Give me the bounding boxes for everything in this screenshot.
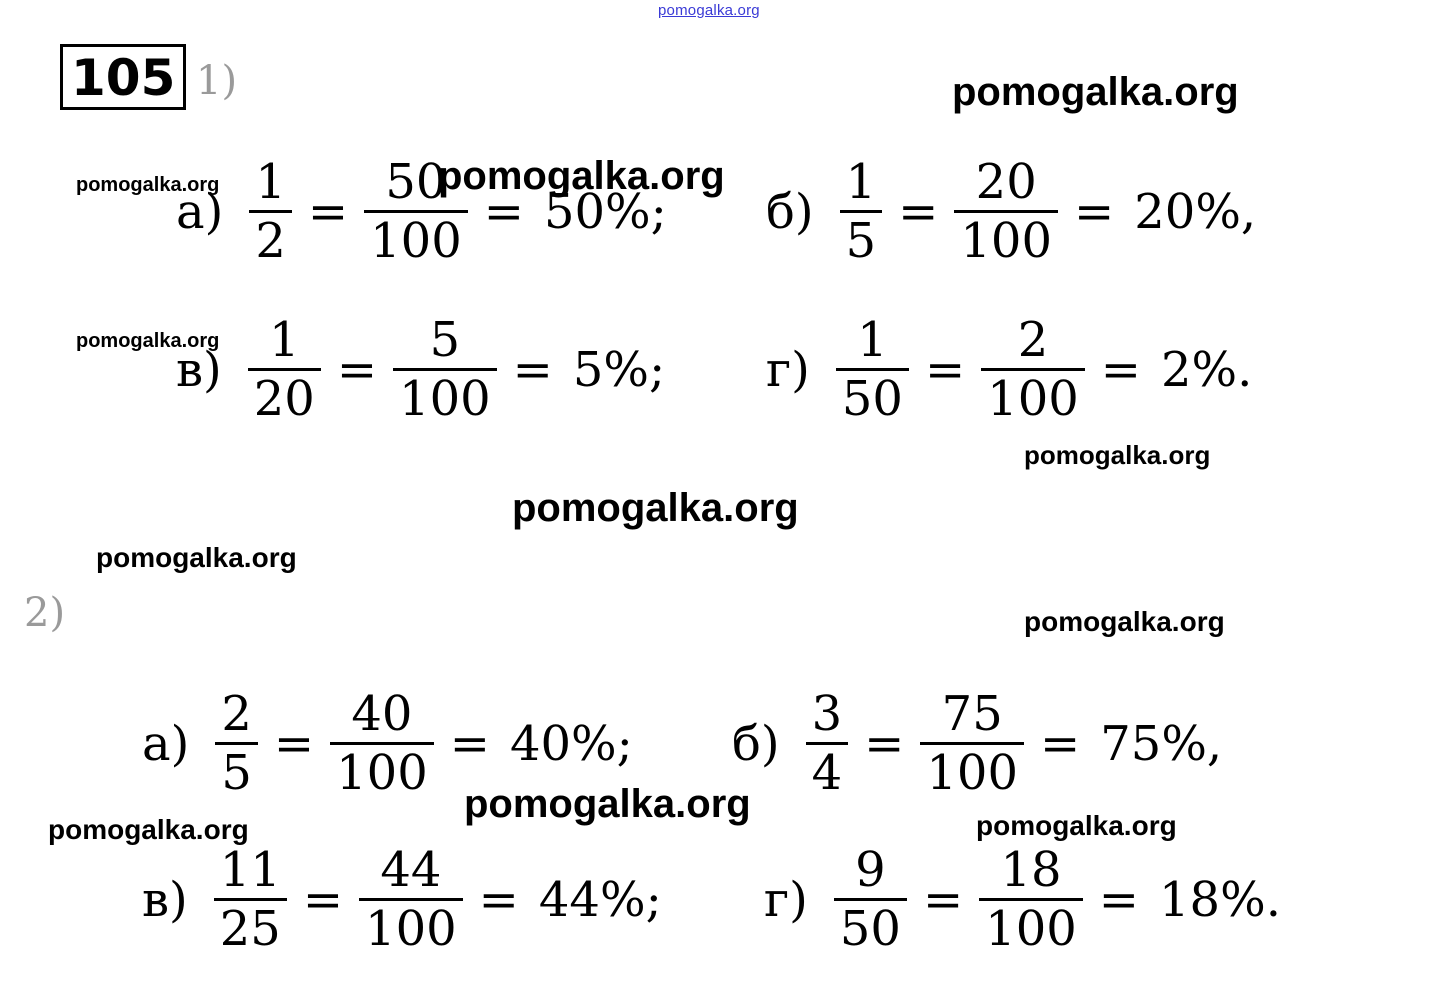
equals-sign: = — [922, 871, 964, 928]
watermark-text: pomogalka.org — [76, 174, 220, 196]
denominator: 100 — [365, 901, 457, 957]
watermark-top: pomogalka.org — [658, 2, 760, 19]
item-label: а) — [142, 715, 190, 772]
fraction — [330, 686, 434, 801]
denominator: 100 — [399, 371, 491, 427]
item-label: б) — [766, 183, 814, 240]
watermark-text: pomogalka.org — [438, 154, 725, 198]
equals-sign: = — [1100, 341, 1142, 398]
part2-label: 2) — [24, 590, 66, 636]
denominator: 50 — [841, 371, 903, 427]
numerator: 40 — [351, 686, 413, 742]
denominator: 20 — [253, 371, 315, 427]
equation-1d — [766, 312, 1253, 427]
fraction — [214, 842, 287, 957]
equals-sign: = — [336, 341, 378, 398]
percent-result: 40%; — [509, 715, 633, 772]
task-number-box: 105 — [60, 44, 186, 110]
fraction — [954, 154, 1058, 269]
equation-1b — [766, 154, 1257, 269]
fraction — [248, 312, 321, 427]
percent-result: 50%; — [543, 183, 667, 240]
equation-1c — [176, 312, 666, 427]
numerator: 1 — [857, 312, 888, 368]
denominator: 100 — [985, 901, 1077, 957]
watermark-text: pomogalka.org — [512, 486, 799, 530]
percent-result: 20%, — [1134, 183, 1257, 240]
numerator: 5 — [429, 312, 461, 368]
numerator: 50 — [385, 154, 447, 210]
equals-sign: = — [449, 715, 490, 772]
fraction — [249, 154, 292, 269]
percent-result: 75%, — [1100, 715, 1223, 772]
denominator: 25 — [219, 901, 281, 957]
watermark-text: pomogalka.org — [48, 814, 249, 845]
watermark-text: pomogalka.org — [464, 782, 751, 826]
watermark-text: pomogalka.org — [1024, 606, 1225, 637]
item-label: г) — [764, 871, 808, 928]
percent-result: 18%. — [1159, 871, 1281, 928]
fraction — [834, 842, 907, 957]
numerator: 11 — [219, 842, 281, 898]
fraction — [806, 686, 849, 801]
numerator: 2 — [221, 686, 252, 742]
fraction — [979, 842, 1083, 957]
fraction — [359, 842, 463, 957]
denominator: 100 — [926, 745, 1019, 801]
numerator: 1 — [845, 154, 877, 210]
denominator: 50 — [839, 901, 901, 957]
item-label: в) — [176, 341, 222, 398]
watermark-text: pomogalka.org — [96, 542, 297, 573]
equals-sign: = — [512, 341, 553, 398]
equation-2a — [142, 686, 633, 801]
equals-sign: = — [1074, 183, 1115, 240]
numerator: 75 — [941, 686, 1003, 742]
numerator: 9 — [855, 842, 886, 898]
watermark-text: pomogalka.org — [1024, 440, 1211, 470]
denominator: 5 — [845, 213, 877, 269]
denominator: 100 — [987, 371, 1079, 427]
equals-sign: = — [307, 183, 349, 240]
percent-result: 44%; — [538, 871, 662, 928]
numerator: 1 — [255, 154, 286, 210]
numerator: 2 — [1017, 312, 1049, 368]
equals-sign: = — [864, 715, 905, 772]
numerator: 1 — [269, 312, 300, 368]
denominator: 100 — [960, 213, 1053, 269]
denominator: 2 — [255, 213, 286, 269]
fraction — [393, 312, 497, 427]
denominator: 100 — [370, 213, 462, 269]
fraction — [215, 686, 258, 801]
watermark-text: pomogalka.org — [952, 70, 1239, 114]
equals-sign: = — [478, 871, 519, 928]
numerator: 44 — [380, 842, 442, 898]
denominator: 100 — [336, 745, 428, 801]
percent-result: 5%; — [572, 341, 666, 398]
watermark-text: pomogalka.org — [76, 330, 220, 352]
numerator: 20 — [975, 154, 1037, 210]
denominator: 4 — [811, 745, 843, 801]
equals-sign: = — [1098, 871, 1140, 928]
fraction — [981, 312, 1085, 427]
item-label: г) — [766, 341, 810, 398]
equation-2c — [142, 842, 662, 957]
numerator: 3 — [811, 686, 843, 742]
equation-2d — [764, 842, 1281, 957]
fraction — [836, 312, 909, 427]
equals-sign: = — [898, 183, 939, 240]
item-label: в) — [142, 871, 188, 928]
numerator: 18 — [1000, 842, 1062, 898]
watermark-text: pomogalka.org — [976, 810, 1177, 841]
equals-sign: = — [273, 715, 315, 772]
equals-sign: = — [483, 183, 524, 240]
item-label: б) — [732, 715, 780, 772]
fraction — [840, 154, 883, 269]
denominator: 5 — [221, 745, 252, 801]
fraction — [920, 686, 1024, 801]
equals-sign: = — [924, 341, 966, 398]
percent-result: 2%. — [1161, 341, 1253, 398]
equals-sign: = — [1040, 715, 1081, 772]
equals-sign: = — [302, 871, 344, 928]
item-label: а) — [176, 183, 224, 240]
equation-2b — [732, 686, 1223, 801]
part1-label: 1) — [196, 58, 238, 104]
